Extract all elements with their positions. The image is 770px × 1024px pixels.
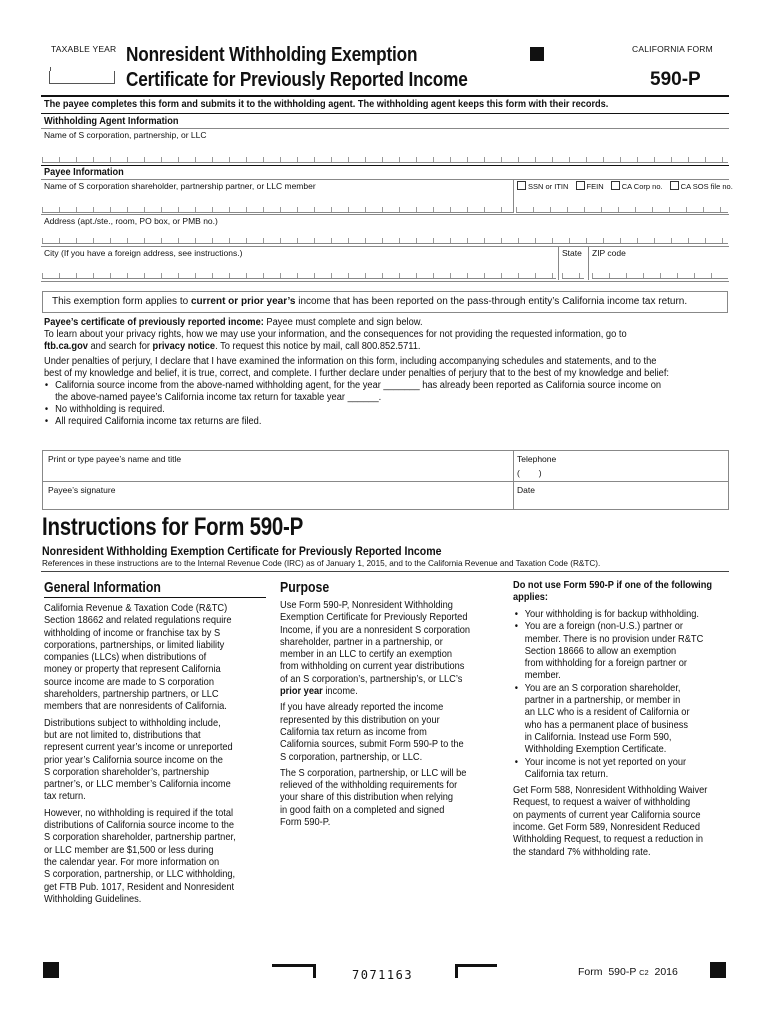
text-line: prior year’s California source income on the — [44, 754, 223, 766]
text-line: withholding of income or franchise tax by S — [44, 627, 221, 639]
text-line: S corporation shareholder, partnership partner, — [44, 832, 236, 844]
divider — [41, 113, 729, 114]
text-line: members that are nonresidents of California. — [44, 701, 227, 713]
text-line: companies (LLCs) when distributions of — [44, 652, 207, 664]
certificate-text: Payee’s certificate of previously reported income: Payee must complete and sign below. To learn about your privacy rights, how we may use your information, and the consequences for not providing the requested information, go to ftb.ca.gov and search for privacy notice. To request this notice by mail, call 800.852.5711. Under penalties of perjury, I declare that I have examined the information on this form, including accompanying schedules and statements, and to the best of my knowledge and belief, it is true, correct, and complete. I further declare under penalties of perjury that to the best of my knowledge and belief: • California source income from the above-named withholding agent, for the year _______ has already been reported as California source income on the above-named payee’s California income tax return for taxable year ______. • No withholding is required. • All required California income tax returns are filed. — [44, 317, 669, 428]
declaration-item: • No withholding is required. — [44, 404, 669, 416]
form-number: 590-P — [650, 69, 701, 90]
id-type-options: SSN or ITIN FEIN CA Corp no. CA SOS file no. — [517, 181, 738, 191]
divider — [513, 179, 514, 213]
general-info-heading: General Information — [44, 579, 161, 596]
footer-form-label: Form 590-P C2 2016 — [578, 966, 678, 978]
text-line: your share of this distribution when relying — [280, 792, 454, 804]
text-line: source income are made to S corporation — [44, 676, 214, 688]
list-item — [513, 621, 707, 682]
text-line: California tax return. — [524, 768, 609, 780]
text-line: tax return. — [44, 791, 86, 803]
state-field[interactable] — [562, 273, 584, 279]
divider — [44, 597, 266, 598]
text-line: If you have already reported the income — [280, 702, 444, 714]
text-line: Get Form 588, Nonresident Withholding Waiver — [513, 785, 708, 797]
text-line: on payments of current year California source — [513, 809, 701, 821]
header-divider — [41, 95, 729, 97]
list-item — [513, 609, 707, 621]
text-line: • Your income is not yet reported on your — [524, 756, 687, 768]
payee-id-field[interactable] — [516, 207, 728, 213]
agent-name-field[interactable] — [42, 157, 728, 163]
text-line: partner’s, or LLC member’s California income — [44, 779, 231, 791]
city-label: City (If you have a foreign address, see instructions.) — [44, 248, 243, 258]
text-line: California tax return as income from — [280, 726, 427, 738]
text-line: from withholding for a foreign partner or — [524, 658, 687, 670]
text-line: get FTB Pub. 1017, Resident and Nonresident — [44, 881, 235, 893]
text-line: Section 18666 to allow an exemption — [524, 645, 677, 657]
divider — [41, 571, 729, 572]
exemption-note: This exemption form applies to current or prior year’s income that has been reported on the pass-through entity’s California income tax return. — [42, 291, 728, 313]
text-line: but are not limited to, distributions that — [44, 729, 201, 741]
text-line: the calendar year. For more information on — [44, 856, 220, 868]
agent-name-label: Name of S corporation, partnership, or LLC — [44, 130, 207, 140]
do-not-use-list — [513, 609, 707, 863]
fein-checkbox[interactable] — [576, 181, 585, 190]
payee-name-label: Name of S corporation shareholder, partnership partner, or LLC member — [44, 181, 316, 191]
instructions-subtitle: Nonresident Withholding Exemption Certificate for Previously Reported Income — [42, 544, 442, 558]
text-line: from withholding on current year distributions — [280, 661, 465, 673]
text-line: • You are a foreign (non-U.S.) partner or — [524, 621, 684, 633]
text-line: the standard 7% withholding rate. — [513, 846, 651, 858]
text-line: in good faith on a completed and signed — [280, 804, 445, 816]
registration-mark — [43, 962, 59, 978]
divider — [41, 246, 729, 247]
text-line: corporations, partnerships, or limited liability — [44, 639, 225, 651]
taxable-year-input[interactable] — [49, 71, 115, 84]
scan-bracket — [455, 964, 497, 978]
instructions-reference: References in these instructions are to the Internal Revenue Code (IRC) as of January 1, 2015, and to the California Revenue and Taxation Code (R&TC). — [42, 559, 601, 568]
text-line: who has a permanent place of business — [524, 719, 689, 731]
divider — [41, 179, 729, 180]
text-line: S corporation, partnership, or LLC withholding, — [44, 869, 236, 881]
text-line: income. Get Form 589, Nonresident Reduced — [513, 822, 700, 834]
text-line: Withholding Request, to request a reduction in — [513, 834, 704, 846]
divider — [43, 481, 728, 482]
text-line: However, no withholding is required if the total — [44, 807, 234, 819]
divider — [41, 128, 729, 129]
divider — [41, 165, 729, 166]
registration-mark — [710, 962, 726, 978]
california-form-label: CALIFORNIA FORM — [632, 44, 713, 54]
divider — [41, 214, 729, 215]
text-line: Form 590-P. — [280, 817, 331, 829]
text-line: S corporation, partnership, or LLC. — [280, 751, 423, 763]
text-line: S corporation shareholder’s, partnership — [44, 766, 210, 778]
text-line: California Revenue & Taxation Code (R&TC) — [44, 603, 228, 614]
ca-sos-checkbox[interactable] — [670, 181, 679, 190]
text-line: in California. Instead use Form 590, — [524, 731, 672, 743]
text-line: distributions of California source income to the — [44, 820, 235, 832]
text-line: Withholding Guidelines. — [44, 893, 142, 905]
text-line: The S corporation, partnership, or LLC will be — [280, 767, 467, 779]
divider — [513, 451, 514, 509]
zip-field[interactable] — [592, 273, 728, 279]
telephone-label: Telephone — [517, 454, 557, 464]
list-item — [513, 757, 707, 782]
declaration-item: • All required California income tax returns are filed. — [44, 416, 669, 428]
address-field[interactable] — [42, 238, 728, 244]
list-item — [513, 683, 707, 757]
address-label: Address (apt./ste., room, PO box, or PMB no.) — [44, 216, 218, 226]
text-line: represent current year’s income or unreported — [44, 742, 233, 754]
general-info-text — [44, 603, 236, 910]
text-line: member. — [524, 670, 561, 682]
text-line: money or property that represent California — [44, 664, 221, 676]
withholding-agent-heading: Withholding Agent Information — [44, 116, 179, 127]
declaration-list — [44, 380, 669, 428]
divider — [558, 246, 559, 280]
do-not-use-heading: Do not use Form 590-P if one of the following applies: — [513, 580, 713, 604]
payee-name-field[interactable] — [42, 207, 513, 213]
text-line: member. There is no provision under R&TC — [524, 633, 704, 645]
payee-note: The payee completes this form and submits it to the withholding agent. The withholding agent keeps this form with their records. — [44, 99, 609, 110]
instructions-title: Instructions for Form 590-P — [42, 513, 304, 541]
ssn-checkbox[interactable] — [517, 181, 526, 190]
purpose-heading: Purpose — [280, 579, 330, 596]
text-line: Use Form 590-P, Nonresident Withholding — [280, 600, 453, 611]
text-line: Request, to request a waiver of withholding — [513, 797, 691, 809]
payee-signature-label: Payee’s signature — [48, 485, 116, 495]
text-line: represented by this distribution on your — [280, 714, 440, 726]
form-title: Nonresident Withholding Exemption Certificate for Previously Reported Income — [126, 44, 468, 91]
telephone-input[interactable]: ( ) — [517, 468, 542, 478]
divider — [588, 246, 589, 280]
barcode-number: 7071163 — [352, 968, 414, 982]
text-line: an LLC who is a resident of California or — [524, 707, 690, 719]
zip-label: ZIP code — [592, 248, 626, 258]
text-line: of an S corporation’s, partnership’s, or LLC’s — [280, 673, 463, 685]
payee-info-heading: Payee Information — [44, 167, 124, 178]
text-line: Section 18662 and related regulations require — [44, 615, 232, 627]
city-field[interactable] — [42, 273, 556, 279]
text-line: California sources, submit Form 590-P to the — [280, 739, 464, 751]
text-line: • You are an S corporation shareholder, — [524, 682, 681, 694]
signature-table — [42, 450, 729, 510]
divider — [41, 281, 729, 282]
text-line: Distributions subject to withholding include, — [44, 717, 221, 729]
text-line: shareholder, partner in a partnership, or — [280, 636, 443, 648]
text-line: shareholders, partnership partners, or LLC — [44, 689, 219, 701]
ca-corp-checkbox[interactable] — [611, 181, 620, 190]
taxable-year-label: TAXABLE YEAR — [51, 44, 117, 54]
purpose-text — [280, 600, 470, 833]
text-line: Exemption Certificate for Previously Reported — [280, 612, 468, 624]
declaration-item: • California source income from the above-named withholding agent, for the year _______ has already been reported as California source income on the above-named payee’s California income tax return for taxable year ______. — [44, 380, 669, 404]
text-line: relieved of the withholding requirements for — [280, 780, 458, 792]
state-label: State — [562, 248, 582, 258]
scan-bracket — [272, 964, 316, 978]
text-line: • Your withholding is for backup withholding. — [524, 609, 700, 620]
text-line: or LLC member are $1,500 or less during — [44, 844, 214, 856]
text-line: Withholding Exemption Certificate. — [524, 744, 667, 756]
payee-name-title-label: Print or type payee’s name and title — [48, 454, 182, 464]
date-label: Date — [517, 485, 535, 495]
text-line: prior year income. — [280, 686, 358, 698]
text-line: partner in a partnership, or member in — [524, 695, 681, 707]
registration-mark — [530, 47, 544, 61]
text-line: member in an LLC to certify an exemption — [280, 649, 453, 661]
text-line: Income, if you are a nonresident S corporation — [280, 624, 471, 636]
